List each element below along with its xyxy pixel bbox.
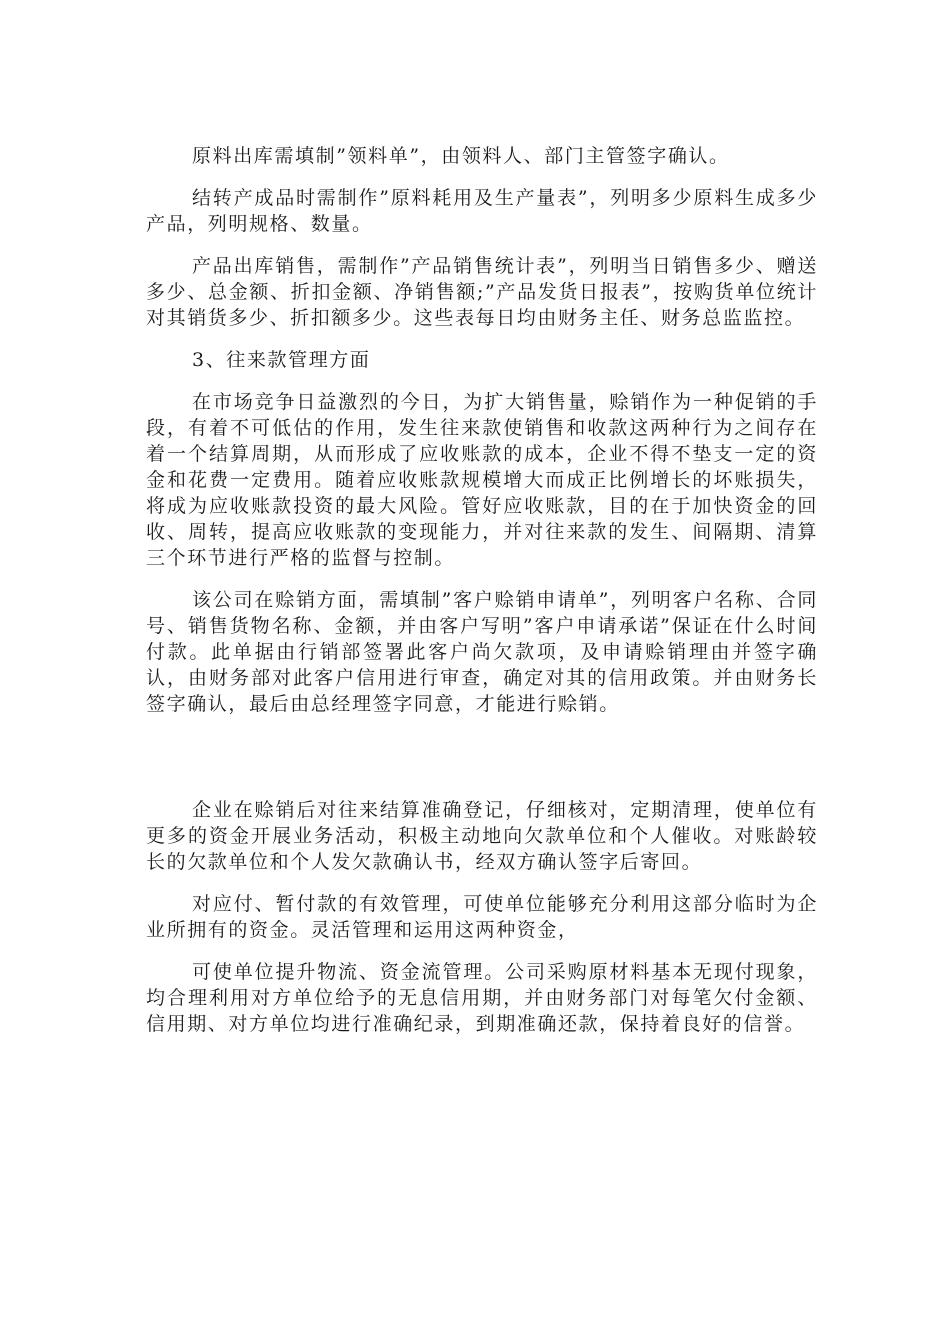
paragraph-finished-goods: 结转产成品时需制作”原料耗用及生产量表”，列明多少原料生成多少产品，列明规格、数量。 <box>146 187 818 235</box>
section-heading-receivables: 3、往来款管理方面 <box>192 349 371 371</box>
paragraph-credit-application: 该公司在赊销方面，需填制”客户赊销申请单”，列明客户名称、合同号、销售货物名称、金额，并由客户写明”客户申请承诺”保证在什么时间付款。此单据由行销部签署此客户尚欠款项，及申请赊销理由并签字确认，由财务部对此客户信用进行审查，确定对其的信用政策。并由财务长签字确认，最后由总经理签字同意，才能进行赊销。 <box>146 589 818 715</box>
paragraph-logistics-cashflow: 可使单位提升物流、资金流管理。公司采购原材料基本无现付现象，均合理利用对方单位给予的无息信用期，并由财务部门对每笔欠付金额、信用期、对方单位均进行准确纪录，到期准确还款，保持着良好的信誉。 <box>146 961 818 1035</box>
paragraph-sales-reports: 产品出库销售，需制作”产品销售统计表”，列明当日销售多少、赠送多少、总金额、折扣金额、净销售额;”产品发货日报表”，按购货单位统计对其销货多少、折扣额多少。这些表每日均由财务主任、财务总监监控。 <box>146 255 818 329</box>
paragraph-material-issue: 原料出库需填制”领料单”，由领料人、部门主管签字确认。 <box>192 145 730 167</box>
paragraph-payables-management: 对应付、暂付款的有效管理，可使单位能够充分利用这部分临时为企业所拥有的资金。灵活管理和运用这两种资金， <box>146 893 818 941</box>
paragraph-settlement-registration: 企业在赊销后对往来结算准确登记，仔细核对，定期清理，使单位有更多的资金开展业务活动，积极主动地向欠款单位和个人催收。对账龄较长的欠款单位和个人发欠款确认书，经双方确认签字后寄回。 <box>146 799 818 873</box>
page-gap <box>146 733 818 797</box>
paragraph-credit-sales-overview: 在市场竞争日益激烈的今日，为扩大销售量，赊销作为一种促销的手段，有着不可低估的作用，发生往来款使销售和收款这两种行为之间存在着一个结算周期，从而形成了应收账款的成本，企业不得不垫支一定的资金和花费一定费用。随着应收账款规模增大而成正比例增长的坏账损失，将成为应收账款投资的最大风险。管好应收账款，目的在于加快资金的回收、周转，提高应收账款的变现能力，并对往来款的发生、间隔期、清算三个环节进行严格的监督与控制。 <box>146 391 818 569</box>
document-body <box>146 143 818 1053</box>
